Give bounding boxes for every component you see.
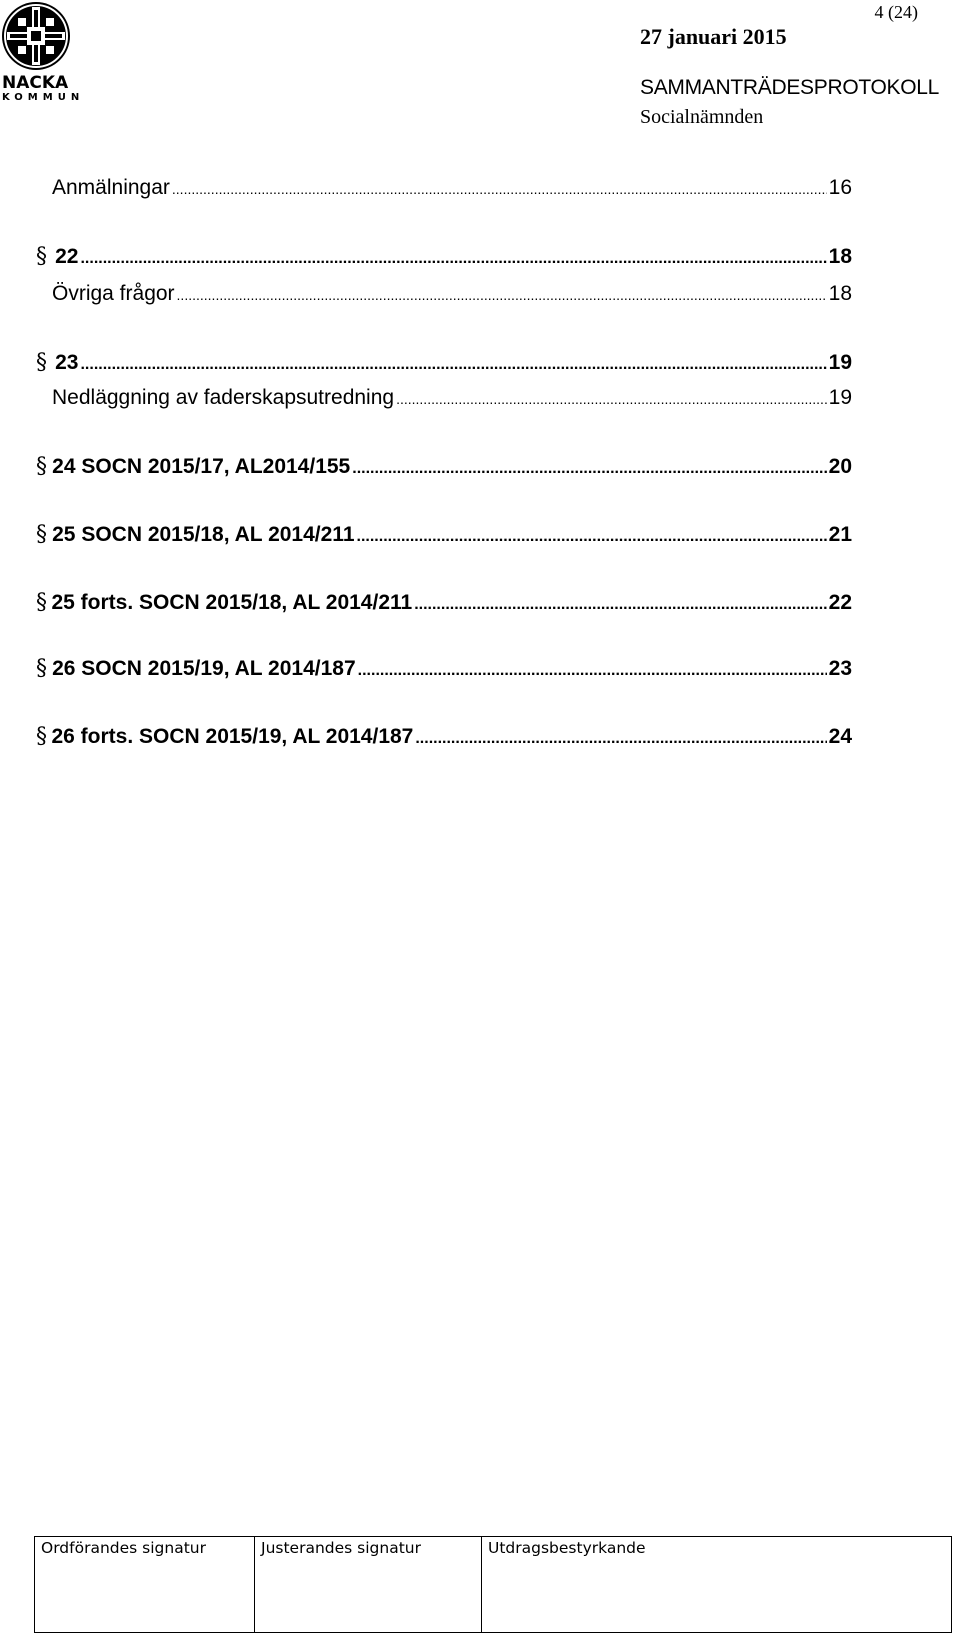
committee-name: Socialnämnden (640, 106, 764, 128)
signature-adjuster (255, 1537, 482, 1633)
page-number: 4 (24) (874, 2, 918, 22)
toc-leader-dots (172, 176, 827, 200)
toc-entry-page: 21 (828, 523, 852, 546)
toc-entry (36, 454, 852, 479)
toc-leader-dots (414, 591, 826, 615)
toc-entry-label: Övriga frågor (52, 282, 175, 305)
toc-entry-page: 16 (828, 176, 852, 199)
section-symbol: § (36, 454, 47, 479)
toc-entry (36, 590, 852, 615)
toc-entry-label: 22 (55, 245, 79, 268)
signature-chair-label: Ordförandes signatur (41, 1539, 206, 1557)
toc-leader-dots (177, 282, 827, 306)
toc-entry-label: 25 forts. SOCN 2015/18, AL 2014/211 (51, 591, 413, 614)
document-title: SAMMANTRÄDESPROTOKOLL (640, 76, 940, 99)
toc-entry-label: Nedläggning av faderskapsutredning (52, 386, 395, 409)
section-symbol: § (36, 724, 47, 749)
toc-entry-label: 24 SOCN 2015/17, AL2014/155 (52, 455, 351, 478)
toc-entry-page: 18 (828, 245, 852, 268)
logo-sub: KOMMUN (2, 92, 85, 103)
toc-leader-dots (352, 455, 826, 479)
section-symbol: § (36, 590, 47, 615)
toc-leader-dots (415, 725, 826, 749)
toc-entry-page: 19 (828, 386, 852, 409)
toc-entry-page: 24 (828, 725, 852, 748)
toc-entry (36, 244, 852, 269)
toc-entry (36, 724, 852, 749)
toc-entry (36, 176, 852, 200)
toc-entry-page: 19 (828, 351, 852, 374)
toc-leader-dots (357, 523, 827, 547)
toc-leader-dots (80, 245, 826, 269)
toc-entry (36, 350, 852, 375)
signature-certification (482, 1537, 952, 1633)
toc-entry (36, 282, 852, 306)
nacka-emblem-icon (0, 0, 80, 72)
section-symbol: § (36, 244, 47, 269)
toc-entry-page: 23 (828, 657, 852, 680)
toc-entry-label: 26 forts. SOCN 2015/19, AL 2014/187 (51, 725, 414, 748)
toc-entry-label: 25 SOCN 2015/18, AL 2014/211 (52, 523, 355, 546)
toc-entry (36, 656, 852, 681)
toc-entry (36, 386, 852, 410)
logo-name: NACKA (2, 73, 69, 93)
toc-entry-label: 26 SOCN 2015/19, AL 2014/187 (52, 657, 356, 680)
signature-adjuster-label: Justerandes signatur (261, 1539, 421, 1557)
nacka-logo (0, 0, 85, 110)
toc-leader-dots (358, 657, 827, 681)
section-symbol: § (36, 656, 47, 681)
toc-entry (36, 522, 852, 547)
signature-table (34, 1536, 952, 1633)
section-symbol: § (36, 522, 47, 547)
toc-entry-label: 23 (55, 351, 79, 374)
signature-certification-label: Utdragsbestyrkande (488, 1539, 646, 1557)
toc-entry-label: Anmälningar (52, 176, 170, 199)
toc-entry-page: 20 (828, 455, 852, 478)
section-symbol: § (36, 350, 47, 375)
toc-leader-dots (396, 386, 827, 410)
meeting-date: 27 januari 2015 (640, 24, 787, 49)
toc-entry-page: 18 (828, 282, 852, 305)
toc-leader-dots (80, 351, 826, 375)
signature-chair (35, 1537, 255, 1633)
toc-entry-page: 22 (828, 591, 852, 614)
